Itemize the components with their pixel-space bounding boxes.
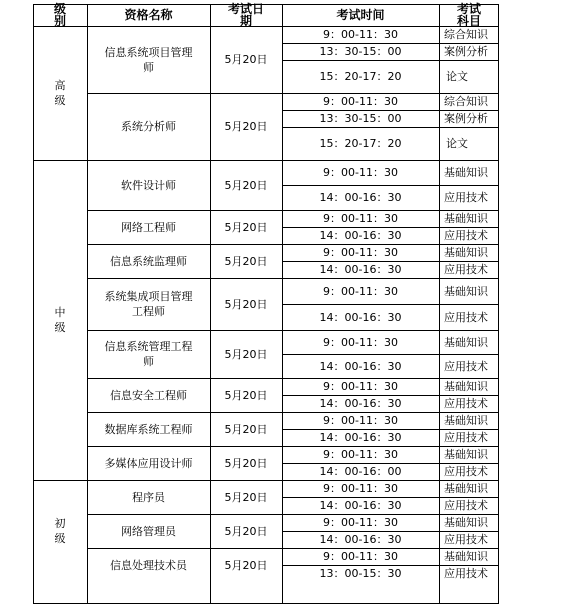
session-subject-text: 基础知识 — [444, 166, 488, 179]
qualification-name — [87, 244, 210, 278]
session-subject — [439, 548, 504, 565]
session-subject — [439, 278, 504, 304]
exam-date-text: 5月20日 — [224, 558, 268, 572]
session-subject — [439, 395, 504, 412]
exam-date-text: 5月20日 — [224, 524, 268, 538]
session-subject-text: 应用技术 — [444, 310, 488, 324]
session-subject-text: 论文 — [446, 70, 468, 83]
session-time — [282, 244, 439, 261]
session-subject — [439, 514, 504, 531]
session-subject — [439, 412, 504, 429]
qualification-name-text: 系统集成项目管理工程师 — [104, 290, 193, 318]
qualification-name — [87, 446, 210, 480]
exam-date — [210, 514, 282, 548]
session-subject-text: 应用技术 — [444, 229, 488, 242]
session-subject-text: 应用技术 — [444, 533, 488, 546]
session-subject — [439, 26, 504, 43]
qualification-name — [87, 93, 210, 160]
session-time — [282, 548, 439, 565]
exam-date-text: 5月20日 — [224, 388, 268, 402]
header-level — [33, 4, 87, 26]
session-time — [282, 110, 439, 127]
session-time — [282, 160, 439, 185]
session-subject — [439, 127, 504, 160]
session-time — [282, 463, 439, 480]
session-time-text: 13：00-15：30 — [319, 567, 402, 580]
session-subject-text: 基础知识 — [444, 516, 488, 529]
session-subject-text: 基础知识 — [444, 448, 488, 461]
header-subject-text: 考试科目 — [456, 2, 481, 28]
session-time — [282, 227, 439, 244]
exam-date-text: 5月20日 — [224, 120, 268, 133]
session-subject-text: 基础知识 — [444, 414, 488, 427]
session-time-text: 15：20-17：20 — [319, 137, 402, 150]
exam-date-text: 5月20日 — [224, 220, 268, 234]
session-time-text: 9：00-11：30 — [323, 212, 398, 225]
level-label-text: 高级 — [54, 79, 66, 107]
session-time-text: 14：00-16：30 — [319, 499, 402, 512]
session-subject — [439, 93, 504, 110]
qualification-name-text: 系统分析师 — [121, 120, 176, 133]
exam-date — [210, 446, 282, 480]
session-subject-text: 基础知识 — [444, 212, 488, 225]
session-time — [282, 185, 439, 210]
exam-date — [210, 26, 282, 93]
session-time-text: 14：00-16：30 — [319, 431, 402, 444]
qualification-name-text: 网络工程师 — [121, 220, 176, 234]
exam-date — [210, 378, 282, 412]
qualification-name — [87, 160, 210, 210]
session-time-text: 9：00-11：30 — [323, 284, 398, 298]
session-subject — [439, 210, 504, 227]
level-label-text: 初级 — [54, 517, 66, 545]
session-time — [282, 261, 439, 278]
session-subject-text: 应用技术 — [444, 263, 488, 276]
qualification-name-text: 多媒体应用设计师 — [104, 456, 193, 470]
level-label-text: 中级 — [54, 306, 66, 334]
session-time-text: 14：00-16：30 — [319, 263, 402, 276]
level-label — [33, 480, 87, 582]
session-time-text: 9：00-11：30 — [323, 516, 398, 529]
exam-date-text: 5月20日 — [224, 456, 268, 470]
exam-date — [210, 278, 282, 330]
session-time-text: 14：00-16：30 — [319, 533, 402, 546]
qualification-name — [87, 330, 210, 378]
session-subject — [439, 497, 504, 514]
session-subject — [439, 565, 504, 582]
session-subject — [439, 330, 504, 354]
qualification-name-text: 数据库系统工程师 — [104, 422, 193, 436]
session-subject-text: 应用技术 — [444, 465, 488, 478]
session-time — [282, 395, 439, 412]
qualification-name — [87, 26, 210, 93]
qualification-name-text: 信息系统项目管理师 — [104, 45, 193, 74]
session-time-text: 14：00-16：30 — [319, 359, 402, 373]
session-time-text: 15：20-17：20 — [319, 70, 402, 83]
session-time-text: 9：00-11：30 — [323, 335, 398, 349]
session-time-text: 14：00-16：30 — [319, 397, 402, 410]
session-time-text: 9：00-11：30 — [323, 246, 398, 259]
session-subject — [439, 244, 504, 261]
qualification-name — [87, 278, 210, 330]
session-subject-text: 综合知识 — [444, 95, 488, 108]
qualification-name-text: 程序员 — [132, 490, 165, 504]
session-time-text: 9：00-11：30 — [323, 482, 398, 495]
qualification-name — [87, 210, 210, 244]
session-subject — [439, 160, 504, 185]
session-subject — [439, 354, 504, 378]
qualification-name — [87, 378, 210, 412]
qualification-name-text: 信息安全工程师 — [110, 388, 187, 402]
session-time — [282, 304, 439, 330]
qualification-name-text: 软件设计师 — [121, 178, 176, 192]
session-subject-text: 基础知识 — [444, 380, 488, 393]
session-time — [282, 378, 439, 395]
exam-date-text: 5月20日 — [224, 422, 268, 436]
session-time — [282, 43, 439, 60]
header-time-text: 考试时间 — [336, 8, 385, 22]
exam-date-text: 5月20日 — [224, 490, 268, 504]
qualification-name — [87, 548, 210, 582]
header-subject — [439, 4, 499, 26]
session-subject — [439, 43, 504, 60]
qualification-name-text: 信息系统管理工程师 — [104, 340, 193, 368]
exam-date — [210, 160, 282, 210]
session-time — [282, 429, 439, 446]
session-time-text: 14：00-16：00 — [319, 465, 402, 478]
session-time-text: 13：30-15：00 — [319, 112, 402, 125]
session-subject — [439, 429, 504, 446]
exam-date — [210, 210, 282, 244]
qualification-name-text: 网络管理员 — [121, 524, 176, 538]
session-subject-text: 应用技术 — [444, 567, 488, 580]
session-time-text: 9：00-11：30 — [323, 448, 398, 461]
session-time — [282, 330, 439, 354]
session-time — [282, 93, 439, 110]
session-subject — [439, 378, 504, 395]
session-subject-text: 基础知识 — [444, 335, 488, 349]
session-time — [282, 412, 439, 429]
session-subject-text: 应用技术 — [444, 191, 488, 204]
session-time-text: 9：00-11：30 — [323, 414, 398, 427]
qualification-name — [87, 480, 210, 514]
session-subject-text: 基础知识 — [444, 550, 488, 563]
session-time — [282, 278, 439, 304]
session-time — [282, 60, 439, 93]
session-time — [282, 127, 439, 160]
session-subject — [439, 110, 504, 127]
session-time-text: 14：00-16：30 — [319, 191, 402, 204]
session-subject — [439, 304, 504, 330]
exam-date-text: 5月20日 — [224, 178, 268, 192]
qualification-name — [87, 514, 210, 548]
exam-date — [210, 480, 282, 514]
session-time — [282, 210, 439, 227]
session-subject-text: 案例分析 — [444, 45, 488, 58]
session-subject — [439, 480, 504, 497]
session-time-text: 14：00-16：30 — [319, 229, 402, 242]
exam-date-text: 5月20日 — [224, 53, 268, 66]
session-time — [282, 480, 439, 497]
header-name — [87, 4, 210, 26]
session-subject — [439, 531, 504, 548]
session-time — [282, 26, 439, 43]
session-subject — [439, 60, 504, 93]
session-subject-text: 基础知识 — [444, 482, 488, 495]
session-time-text: 9：00-11：30 — [323, 380, 398, 393]
level-label — [33, 160, 87, 480]
exam-date-text: 5月20日 — [224, 297, 268, 311]
session-subject — [439, 227, 504, 244]
exam-date — [210, 244, 282, 278]
session-time — [282, 354, 439, 378]
session-subject-text: 应用技术 — [444, 431, 488, 444]
session-time — [282, 514, 439, 531]
session-subject-text: 基础知识 — [444, 284, 488, 298]
header-name-text: 资格名称 — [124, 8, 173, 22]
session-time — [282, 446, 439, 463]
session-subject-text: 综合知识 — [444, 28, 488, 41]
session-time-text: 9：00-11：30 — [323, 550, 398, 563]
header-date-text: 考试日期 — [228, 2, 265, 28]
session-time-text: 13：30-15：00 — [319, 45, 402, 58]
session-subject-text: 论文 — [446, 137, 468, 150]
qualification-name-text: 信息处理技术员 — [110, 558, 187, 572]
exam-date — [210, 93, 282, 160]
session-time — [282, 497, 439, 514]
level-label — [33, 26, 87, 160]
session-subject-text: 基础知识 — [444, 246, 488, 259]
exam-schedule-table — [33, 4, 499, 604]
session-subject — [439, 261, 504, 278]
exam-date — [210, 548, 282, 582]
exam-date — [210, 412, 282, 446]
session-subject — [439, 446, 504, 463]
header-level-text: 级别 — [53, 2, 66, 28]
session-time-text: 9：00-11：30 — [323, 28, 398, 41]
exam-date-text: 5月20日 — [224, 254, 268, 268]
exam-date-text: 5月20日 — [224, 347, 268, 361]
header-date — [210, 4, 282, 26]
qualification-name — [87, 412, 210, 446]
header-time — [282, 4, 439, 26]
session-time-text: 9：00-11：30 — [323, 95, 398, 108]
session-subject — [439, 463, 504, 480]
session-time — [282, 531, 439, 548]
qualification-name-text: 信息系统监理师 — [110, 254, 187, 268]
session-subject-text: 应用技术 — [444, 359, 488, 373]
session-time-text: 9：00-11：30 — [323, 166, 398, 179]
session-time-text: 14：00-16：30 — [319, 310, 402, 324]
session-subject-text: 案例分析 — [444, 112, 488, 125]
session-subject-text: 应用技术 — [444, 499, 488, 512]
session-subject-text: 应用技术 — [444, 397, 488, 410]
session-time — [282, 565, 439, 582]
exam-date — [210, 330, 282, 378]
session-subject — [439, 185, 504, 210]
